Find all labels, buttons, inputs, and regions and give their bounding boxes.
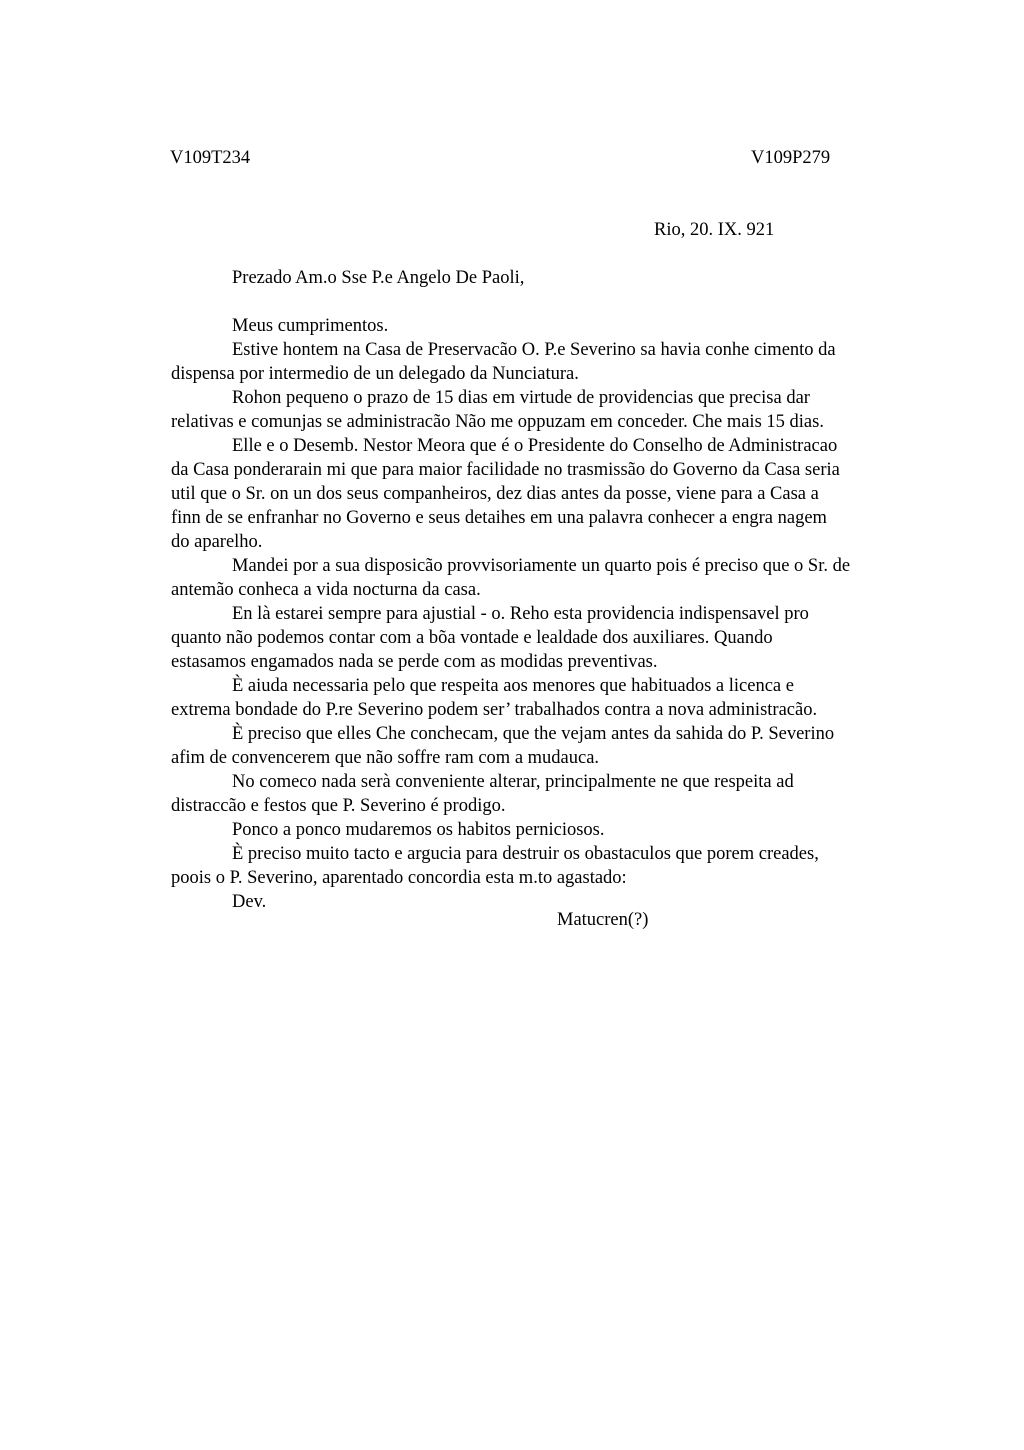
paragraph-line: È preciso muito tacto e argucia para destruir os obastaculos que porem creades, (232, 844, 819, 864)
paragraph-line: Ponco a ponco mudaremos os habitos perniciosos. (232, 820, 605, 840)
paragraph-line: Elle e o Desemb. Nestor Meora que é o Presidente do Conselho de Administracao (232, 436, 838, 456)
paragraph-line: quanto não podemos contar com a bõa vontade e lealdade dos auxiliares. Quando (171, 628, 773, 648)
paragraph-line: dispensa por intermedio de un delegado da Nunciatura. (171, 364, 579, 384)
paragraph (171, 818, 931, 842)
paragraph-line: Dev. (232, 892, 267, 912)
paragraph-line: En là estarei sempre para ajustial - o. Reho esta providencia indispensavel pro (232, 604, 809, 624)
paragraph-line: relativas e comunjas se administracão Não me oppuzam em conceder. Che mais 15 dias. (171, 412, 824, 432)
signature: Matucren(?) (557, 910, 649, 930)
paragraph-line: Rohon pequeno o prazo de 15 dias em virtude de providencias que precisa dar (232, 388, 810, 408)
paragraph-line: util que o Sr. on un dos seus companheiros, dez dias antes da posse, viene para a Casa a (171, 484, 819, 504)
paragraph (171, 338, 931, 386)
paragraph-line: poois o P. Severino, aparentado concordia esta m.to agastado: (171, 868, 627, 888)
paragraph-line: estasamos engamados nada se perde com as modidas preventivas. (171, 652, 658, 672)
paragraph (171, 842, 931, 890)
salutation: Prezado Am.o Sse P.e Angelo De Paoli, (232, 268, 525, 288)
paragraph (171, 386, 931, 434)
paragraph-line: È preciso que elles Che conchecam, que the vejam antes da sahida do P. Severino (232, 724, 835, 744)
paragraph (171, 314, 931, 338)
paragraph-line: Meus cumprimentos. (232, 316, 389, 336)
paragraph-line: distraccão e festos que P. Severino é prodigo. (171, 796, 506, 816)
paragraph-line: finn de se enfranhar no Governo e seus detaihes em una palavra conhecer a engra nagem (171, 508, 827, 528)
paragraph (171, 770, 931, 818)
reference-code-left: V109T234 (170, 148, 251, 168)
paragraph-line: È aiuda necessaria pelo que respeita aos menores que habituados a licenca e (232, 676, 794, 696)
paragraph-line: No comeco nada serà conveniente alterar, principalmente ne que respeita ad (232, 772, 794, 792)
paragraph (171, 602, 931, 674)
letter-body (171, 314, 931, 914)
paragraph-line: antemão conheca a vida nocturna da casa. (171, 580, 481, 600)
paragraph-line: do aparelho. (171, 532, 263, 552)
paragraph-line: Mandei por a sua disposicão provvisoriamente un quarto pois é preciso que o Sr. de (232, 556, 851, 576)
paragraph-line: extrema bondade do P.re Severino podem ser’ trabalhados contra a nova administracão. (171, 700, 818, 720)
paragraph-line: afim de convencerem que não soffre ram com a mudauca. (171, 748, 600, 768)
paragraph-line: da Casa ponderarain mi que para maior facilidade no trasmissão do Governo da Casa seria (171, 460, 840, 480)
paragraph (171, 890, 931, 914)
paragraph (171, 434, 931, 554)
paragraph (171, 554, 931, 602)
letter-date: Rio, 20. IX. 921 (654, 220, 775, 240)
paragraph (171, 722, 931, 770)
paragraph (171, 674, 931, 722)
paragraph-line: Estive hontem na Casa de Preservacão O. P.e Severino sa havia conhe cimento da (232, 340, 836, 360)
reference-code-right: V109P279 (751, 148, 831, 168)
